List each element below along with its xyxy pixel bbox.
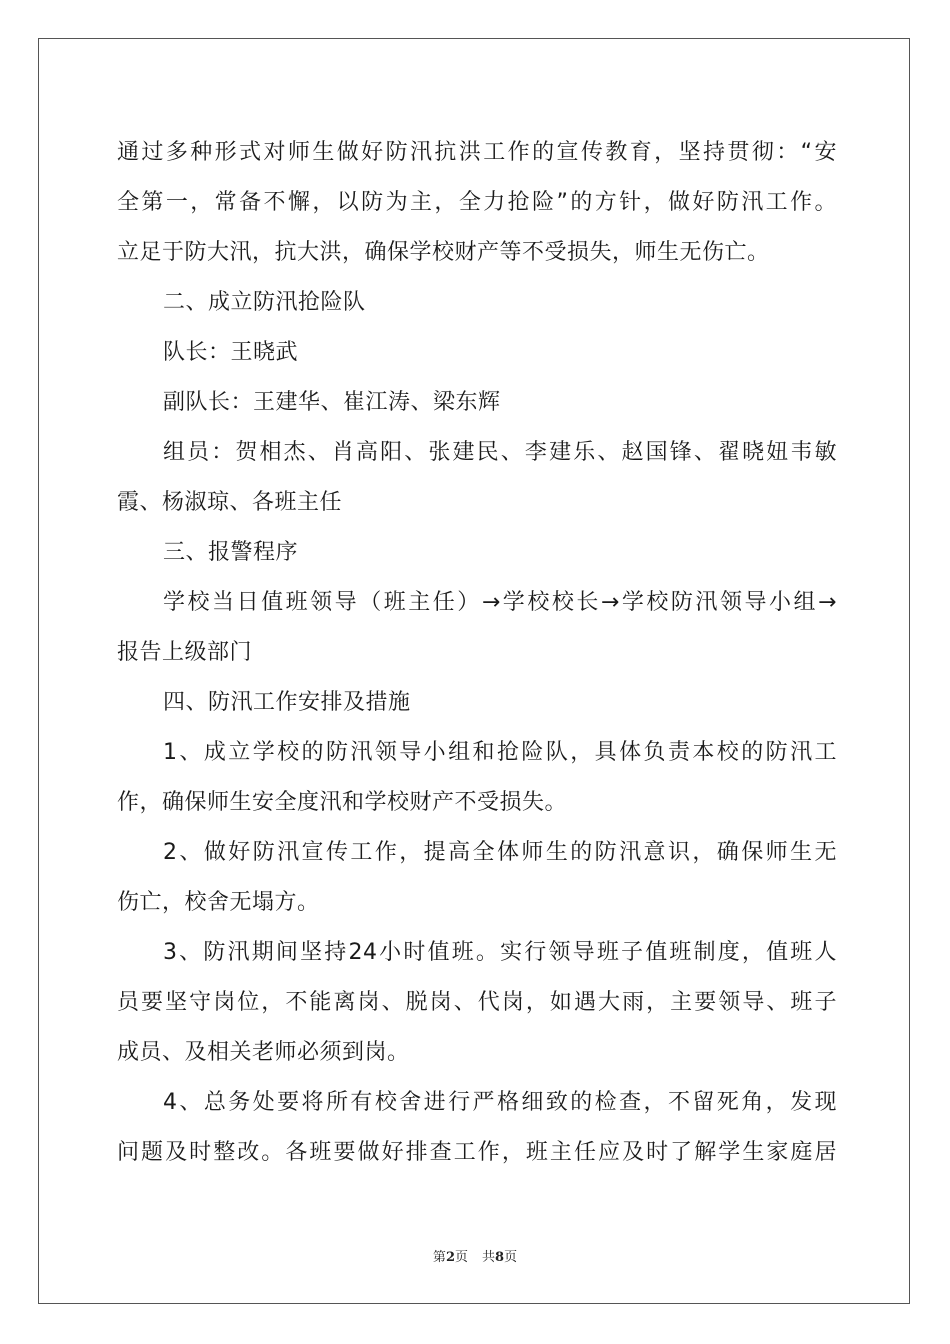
page-suffix: 页 <box>454 1250 468 1265</box>
text-line: 通过多种形式对师生做好防汛抗洪工作的宣传教育，坚持贯彻：“安 <box>117 140 837 165</box>
text-line: 伤亡，校舍无塌方。 <box>117 890 320 915</box>
text-line: 四、防汛工作安排及措施 <box>163 690 411 715</box>
document-body <box>117 128 837 1178</box>
text-line: 副队长：王建华、崔江涛、梁东辉 <box>163 390 501 415</box>
text-line: 问题及时整改。各班要做好排查工作，班主任应及时了解学生家庭居 <box>117 1140 837 1165</box>
text-line: 3、防汛期间坚持24小时值班。实行领导班子值班制度，值班人 <box>163 940 837 965</box>
text-line: 霞、杨淑琼、各班主任 <box>117 490 343 515</box>
page-footer <box>0 1246 950 1265</box>
text-line: 队长：王晓武 <box>163 340 299 365</box>
text-line: 4、总务处要将所有校舍进行严格细致的检查，不留死角，发现 <box>163 1090 837 1115</box>
text-line: 成员、及相关老师必须到岗。 <box>117 1040 410 1065</box>
total-suffix: 页 <box>504 1250 518 1265</box>
text-line: 三、报警程序 <box>163 540 299 565</box>
total-prefix: 共 <box>482 1250 496 1265</box>
text-line: 立足于防大汛，抗大洪，确保学校财产等不受损失，师生无伤亡。 <box>117 240 770 265</box>
text-line: 组员：贺相杰、肖高阳、张建民、李建乐、赵国锋、翟晓妞韦敏 <box>163 440 837 465</box>
current-page-number: 2 <box>445 1250 455 1265</box>
text-line: 二、成立防汛抢险队 <box>163 290 366 315</box>
text-line: 2、做好防汛宣传工作，提高全体师生的防汛意识，确保师生无 <box>163 840 837 865</box>
text-line: 1、成立学校的防汛领导小组和抢险队，具体负责本校的防汛工 <box>163 740 837 765</box>
text-line: 报告上级部门 <box>117 640 253 665</box>
text-line: 作，确保师生安全度汛和学校财产不受损失。 <box>117 790 568 815</box>
text-line: 全第一，常备不懈，以防为主，全力抢险”的方针，做好防汛工作。 <box>117 190 837 215</box>
total-page-number: 8 <box>495 1250 505 1265</box>
text-line: 员要坚守岗位，不能离岗、脱岗、代岗，如遇大雨，主要领导、班子 <box>117 990 837 1015</box>
text-line: 学校当日值班领导（班主任）→学校校长→学校防汛领导小组→ <box>163 590 837 615</box>
page-prefix: 第 <box>432 1250 446 1265</box>
